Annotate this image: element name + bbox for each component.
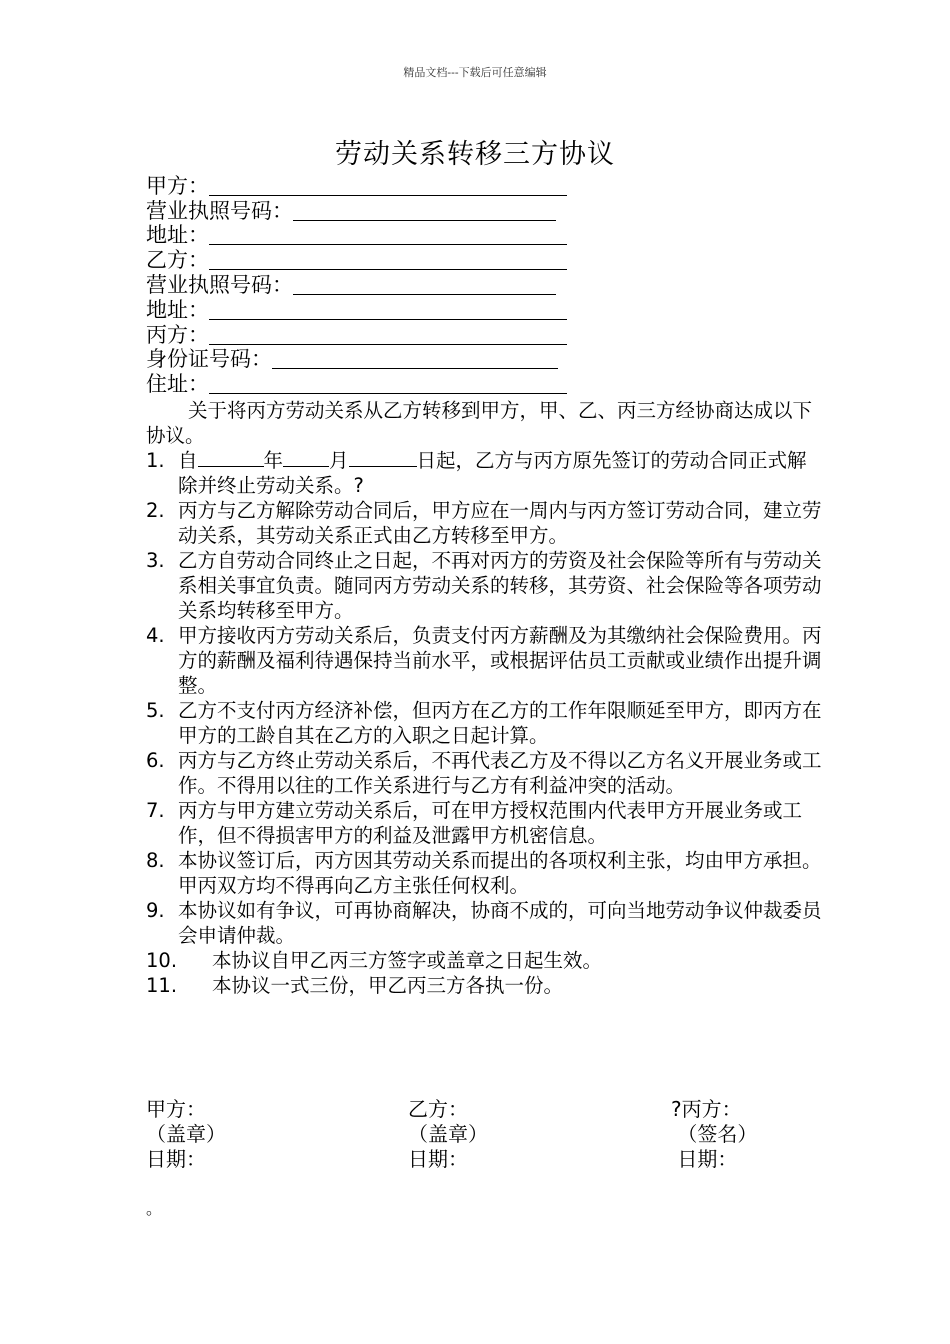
clause-item [146,848,826,898]
clause-text: 乙方不支付丙方经济补偿，但丙方在乙方的工作年限顺延至甲方，即丙方在甲方的工龄自其在乙方的入职之日起计算。 [178,699,822,747]
clause-item [146,623,826,698]
clause-number: 11. [146,974,178,997]
trailing-mark: 。 [146,1199,163,1218]
signature-date: 日期： [146,1147,206,1171]
intro-text: 关于将丙方劳动关系从乙方转移到甲方，甲、乙、丙三方经协商达成以下协议。 [146,399,813,447]
clause-number: 4. [146,624,165,647]
clause-text-part: 年 [263,449,284,472]
clause-item [146,498,826,548]
clause-text: 甲方接收丙方劳动关系后，负责支付丙方薪酬及为其缴纳社会保险费用。丙方的薪酬及福利待遇保持当前水平，或根据评估员工贡献或业绩作出提升调整。 [178,624,822,697]
field-label: 营业执照号码： [146,272,293,297]
clause-text [178,448,826,498]
signature-date: 日期： [408,1147,468,1171]
clause-text: 丙方与乙方解除劳动合同后，甲方应在一周内与丙方签订劳动合同，建立劳动关系，其劳动关系正式由乙方转移至甲方。 [178,499,822,547]
field-label: 身份证号码： [146,347,272,372]
page-header: 精品文档---下载后可任意编辑 [403,66,547,79]
document-title: 劳动关系转移三方协议 [335,139,615,170]
fill-line[interactable] [209,225,567,245]
clause-item [146,798,826,848]
signature-block-party-b [408,1097,488,1172]
field-id-number [146,347,567,372]
field-residence [146,371,567,396]
field-party-b [146,247,567,272]
month-blank[interactable] [283,448,329,467]
field-label: 乙方： [146,248,209,273]
fill-line[interactable] [272,349,558,369]
signature-mark: （签名） [671,1122,758,1146]
field-label: 地址： [146,223,209,248]
signature-party: ?丙方： [671,1097,742,1121]
clause-item [146,448,826,498]
fill-line[interactable] [209,374,567,394]
party-fields [146,173,567,396]
clause-text: 本协议签订后，丙方因其劳动关系而提出的各项权利主张，均由甲方承担。甲丙双方均不得再向乙方主张任何权利。 [178,849,822,897]
field-address-a [146,223,567,248]
fill-line[interactable] [209,300,567,320]
field-label: 甲方： [146,173,209,198]
signature-block-party-a [146,1097,226,1172]
field-party-c [146,322,567,347]
clause-number: 3. [146,549,165,572]
clause-text-part: 自 [178,449,198,472]
clause-item [146,898,826,948]
clause-text: 本协议一式三份，甲乙丙三方各执一份。 [212,974,564,997]
clause-number: 9. [146,899,165,922]
signature-mark: （盖章） [146,1122,226,1146]
clause-number: 7. [146,799,165,822]
clause-text: 本协议自甲乙丙三方签字或盖章之日起生效。 [212,949,603,972]
clause-item [146,698,826,748]
clause-item [146,948,826,973]
year-blank[interactable] [198,448,264,467]
signature-date: 日期： [671,1147,738,1171]
clause-number: 10. [146,949,178,972]
fill-line[interactable] [209,250,567,270]
clause-item [146,748,826,798]
field-address-b [146,297,567,322]
fill-line[interactable] [209,176,567,196]
field-license-b [146,272,567,297]
field-label: 丙方： [146,322,209,347]
clause-number: 8. [146,849,165,872]
fill-line[interactable] [293,201,556,221]
signature-party: 甲方： [146,1097,206,1121]
field-label: 营业执照号码： [146,198,293,223]
clause-text: 丙方与甲方建立劳动关系后，可在甲方授权范围内代表甲方开展业务或工作，但不得损害甲方的利益及泄露甲方机密信息。 [178,799,803,847]
field-label: 地址： [146,297,209,322]
clause-number: 5. [146,699,165,722]
clause-number: 1. [146,449,165,472]
clause-text-part: 日起，乙方与丙方原先签订的劳动合同正式解除并终止劳动关系。? [178,449,807,497]
clause-item [146,973,826,998]
field-label: 住址： [146,372,209,397]
signature-party: 乙方： [408,1097,468,1121]
fill-line[interactable] [209,325,567,345]
clause-text-part: 月 [329,449,349,472]
clause-text: 乙方自劳动合同终止之日起，不再对丙方的劳资及社会保险等所有与劳动关系相关事宜负责。随同丙方劳动关系的转移，其劳资、社会保险等各项劳动关系均转移至甲方。 [178,549,822,622]
clause-item [146,548,826,623]
field-party-a [146,173,567,198]
intro-paragraph [146,398,826,448]
signature-mark: （盖章） [408,1122,488,1146]
clause-number: 6. [146,749,165,772]
clause-text: 本协议如有争议，可再协商解决，协商不成的，可向当地劳动争议仲裁委员会申请仲裁。 [178,899,822,947]
field-license-a [146,198,567,223]
clause-text: 丙方与乙方终止劳动关系后，不再代表乙方及不得以乙方名义开展业务或工作。不得用以往的工作关系进行与乙方有利益冲突的活动。 [178,749,822,797]
day-blank[interactable] [349,448,417,467]
signature-block-party-c [671,1097,757,1172]
clause-list [146,448,826,998]
fill-line[interactable] [293,275,556,295]
clause-number: 2. [146,499,165,522]
